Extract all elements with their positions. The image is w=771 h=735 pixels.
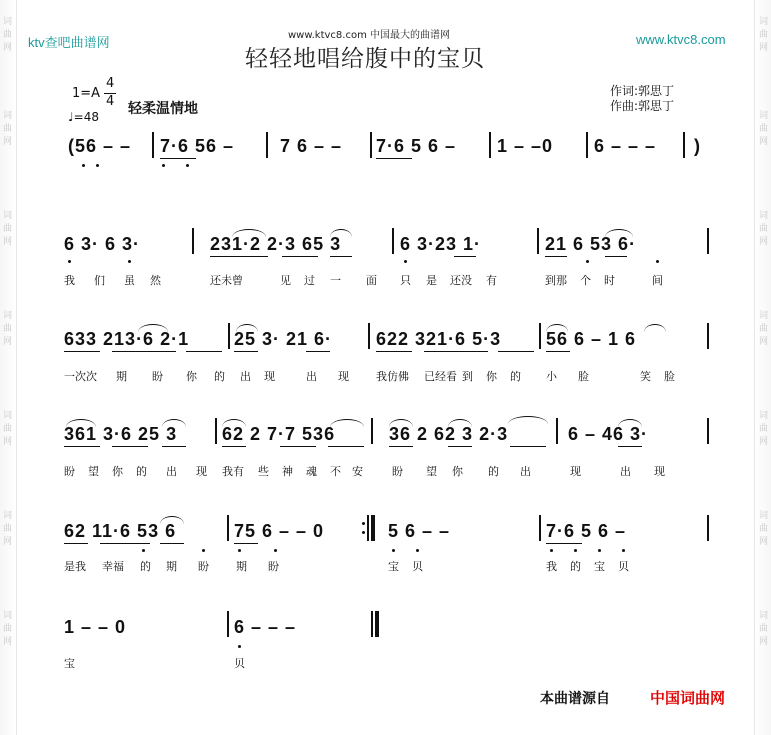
time-signature-top: 4 [106,76,115,91]
lyric-syllable: 贝 [412,560,423,573]
barline [227,515,229,541]
measure-notes: 231·2 2·3 65 3 [210,234,342,254]
lyric-syllable: 到 [462,370,473,383]
low-octave-dot [404,260,407,263]
measure-notes: 622 321·6 5·3 [376,329,502,349]
lyric-syllable: 只 [400,274,411,287]
measure-notes: 1 – –0 [497,136,554,156]
low-octave-dot [128,260,131,263]
measure-notes: 6 – – – [594,136,657,156]
low-octave-dot [68,260,71,263]
low-octave-dot [238,645,241,648]
lyric-syllable: 小 [546,370,557,383]
lyric-syllable: 面 [366,274,377,287]
lyric-syllable: 的 [570,560,581,573]
lyric-syllable: 盼 [392,465,403,478]
right-gutter [754,0,771,735]
footer-source-site: 中国词曲网 [650,689,726,707]
lyric-syllable: 现 [338,370,349,383]
lyric-syllable: 我 [64,274,75,287]
measure-notes: 56 6 – 1 6 [546,329,637,349]
lyric-syllable: 已经看 [424,370,457,383]
low-octave-dot [550,549,553,552]
slur [138,324,168,332]
lyric-syllable: 见 [280,274,291,287]
lyric-syllable: 现 [196,465,207,478]
underline [162,446,186,447]
gutter-watermark: 词 曲 网 [3,511,13,547]
lyric-syllable: 还未曾 [210,274,243,287]
measure-notes: ) [694,136,701,156]
slur [236,324,258,332]
lyric-syllable: 出 [520,465,531,478]
barline [707,323,709,349]
song-title: 轻轻地唱给腹中的宝贝 [245,46,485,72]
lyric-syllable: 望 [426,465,437,478]
site-watermark-right: www.ktvc8.com [636,32,726,47]
lyric-syllable: 我有 [222,465,244,478]
barline [228,323,230,349]
barline [539,323,541,349]
underline [280,446,316,447]
final-barline [371,611,373,637]
barline [556,418,558,444]
measure-notes: 1 – – 0 [64,617,127,637]
underline [112,351,176,352]
slur [389,419,413,427]
measure-notes: 25 3· 21 6· [234,329,333,349]
measure-notes: 6 – – – [234,617,297,637]
lyric-syllable: 你 [486,370,497,383]
low-octave-dot [598,549,601,552]
lyric-syllable: 你 [112,465,123,478]
repeat-thick-bar [371,515,375,541]
gutter-watermark: 词 曲 网 [3,411,13,447]
lyric-syllable: 的 [136,465,147,478]
underline [64,543,88,544]
gutter-watermark: 词 曲 网 [759,311,769,347]
lyric-syllable: 宝 [64,657,75,670]
barline [539,515,541,541]
lyric-syllable: 盼 [64,465,75,478]
measure-notes: 7·6 5 6 – [376,136,457,156]
slur [162,419,186,427]
low-octave-dot [274,549,277,552]
barline [370,132,372,158]
gutter-watermark: 词 曲 网 [759,511,769,547]
lyric-syllable: 们 [94,274,105,287]
repeat-thin-bar [367,515,369,541]
barline [707,418,709,444]
slur [508,416,548,424]
barline [215,418,217,444]
lyric-syllable: 现 [654,465,665,478]
measure-notes: 6 3·23 1· [400,234,482,254]
measure-notes: 7·6 56 – [160,136,235,156]
site-watermark-left: ktv查吧曲谱网 [28,35,110,50]
lyric-syllable: 盼 [268,560,279,573]
low-octave-dot [586,260,589,263]
measure-notes: 6 – 46 3· [568,424,649,444]
lyric-syllable: 笑 [640,370,651,383]
underline [306,351,330,352]
underline [424,351,488,352]
underline [376,158,412,159]
barline [683,132,685,158]
lyric-syllable: 宝 [388,560,399,573]
underline [389,446,413,447]
underline [330,256,352,257]
underline [234,351,258,352]
gutter-watermark: 词 曲 网 [759,411,769,447]
low-octave-dot [162,164,165,167]
underline [282,256,318,257]
gutter-watermark: 词 曲 网 [3,611,13,647]
lyric-syllable: 一次次 [64,370,97,383]
lyric-syllable: 盼 [198,560,209,573]
low-octave-dot [392,549,395,552]
measure-notes: 633 213·6 2·1 [64,329,190,349]
mood-marking: 轻柔温情地 [128,101,198,117]
site-watermark-center: www.ktvc8.com 中国最大的曲谱网 [288,30,451,41]
lyric-syllable: 贝 [618,560,629,573]
barline [392,228,394,254]
lyric-syllable: 你 [452,465,463,478]
lyric-syllable: 是 [426,274,437,287]
barline [586,132,588,158]
gutter-watermark: 词 曲 网 [3,211,13,247]
underline [545,256,567,257]
final-barline-thick [375,611,379,637]
measure-notes: 62 2 7·7 536 [222,424,336,444]
underline [328,446,364,447]
gutter-watermark: 词 曲 网 [3,311,13,347]
slur [232,229,266,237]
underline [64,446,100,447]
slur [66,419,96,427]
measure-notes: 7·6 5 6 – [546,521,627,541]
barline [192,228,194,254]
lyricist-credit: 作词:郭思丁 [610,84,675,98]
lyric-syllable: 不 [330,465,341,478]
measure-notes: (56 – – [68,136,132,156]
composer-credit: 作曲:郭思丁 [610,99,675,113]
measure-notes: 75 6 – – 0 [234,521,325,541]
underline [510,446,546,447]
low-octave-dot [622,549,625,552]
lyric-syllable: 出 [166,465,177,478]
slur [644,324,666,332]
lyric-syllable: 是我 [64,560,86,573]
lyric-syllable: 期 [116,370,127,383]
tempo-marking: ♩=48 [68,110,99,124]
slur [618,419,642,427]
lyric-syllable: 期 [236,560,247,573]
barline [227,611,229,637]
lyric-syllable: 脸 [578,370,589,383]
lyric-syllable: 到那 [545,274,567,287]
slur [330,419,364,427]
underline [546,351,570,352]
underline [605,256,627,257]
lyric-syllable: 一 [330,274,341,287]
slur [546,324,568,332]
barline [707,228,709,254]
lyric-syllable: 神 [282,465,293,478]
repeat-dot [362,522,365,525]
lyric-syllable: 还没 [450,274,472,287]
lyric-syllable: 宝 [594,560,605,573]
underline [376,351,412,352]
measure-notes: 21 6 53 6· [545,234,637,254]
underline [100,543,150,544]
left-gutter [0,0,17,735]
barline [152,132,154,158]
lyric-syllable: 魂 [306,465,317,478]
underline [454,256,476,257]
low-octave-dot [202,549,205,552]
barline [707,515,709,541]
low-octave-dot [238,549,241,552]
measure-notes: 361 3·6 25 3 [64,424,178,444]
lyric-syllable: 盼 [152,370,163,383]
underline [546,543,582,544]
lyric-syllable: 间 [652,274,663,287]
underline [64,351,100,352]
underline [160,543,184,544]
low-octave-dot [82,164,85,167]
underline [222,446,246,447]
low-octave-dot [186,164,189,167]
slur [448,419,472,427]
lyric-syllable: 的 [488,465,499,478]
low-octave-dot [96,164,99,167]
barline [266,132,268,158]
underline [448,446,472,447]
gutter-watermark: 词 曲 网 [759,211,769,247]
measure-notes: 36 2 62 3 2·3 [389,424,509,444]
measure-notes: 5 6 – – [388,521,451,541]
measure-notes: 7 6 – – [280,136,343,156]
lyric-syllable: 脸 [664,370,675,383]
barline [489,132,491,158]
low-octave-dot [574,549,577,552]
lyric-syllable: 然 [150,274,161,287]
slur [160,516,184,524]
gutter-watermark: 词 曲 网 [3,17,13,53]
slur [605,229,633,237]
underline [210,256,268,257]
low-octave-dot [656,260,659,263]
measure-notes: 62 11·6 53 6 [64,521,177,541]
lyric-syllable: 出 [306,370,317,383]
lyric-syllable: 现 [264,370,275,383]
lyric-syllable: 望 [88,465,99,478]
lyric-syllable: 贝 [234,657,245,670]
lyric-syllable: 的 [214,370,225,383]
barline [537,228,539,254]
barline [368,323,370,349]
lyric-syllable: 过 [304,274,315,287]
lyric-syllable: 你 [186,370,197,383]
underline [160,158,196,159]
underline [498,351,534,352]
footer-source-label: 本曲谱源自 [540,691,610,707]
underline [112,446,148,447]
underline [186,351,222,352]
lyric-syllable: 有 [486,274,497,287]
gutter-watermark: 词 曲 网 [759,17,769,53]
low-octave-dot [142,549,145,552]
gutter-watermark: 词 曲 网 [3,111,13,147]
underline [234,543,258,544]
low-octave-dot [416,549,419,552]
lyric-syllable: 我仿佛 [376,370,409,383]
lyric-syllable: 安 [352,465,363,478]
lyric-syllable: 我 [546,560,557,573]
lyric-syllable: 些 [258,465,269,478]
lyric-syllable: 出 [240,370,251,383]
key-signature: 1=A [72,86,101,101]
lyric-syllable: 现 [570,465,581,478]
lyric-syllable: 的 [140,560,151,573]
underline [618,446,642,447]
lyric-syllable: 个 [580,274,591,287]
gutter-watermark: 词 曲 网 [759,611,769,647]
measure-notes: 6 3· 6 3· [64,234,141,254]
lyric-syllable: 期 [166,560,177,573]
lyric-syllable: 虽 [124,274,135,287]
lyric-syllable: 时 [604,274,615,287]
gutter-watermark: 词 曲 网 [759,111,769,147]
lyric-syllable: 幸福 [102,560,124,573]
slur [330,229,352,237]
slur [222,419,246,427]
lyric-syllable: 出 [620,465,631,478]
time-signature-bottom: 4 [106,94,115,109]
repeat-dot [362,531,365,534]
lyric-syllable: 的 [510,370,521,383]
barline [371,418,373,444]
